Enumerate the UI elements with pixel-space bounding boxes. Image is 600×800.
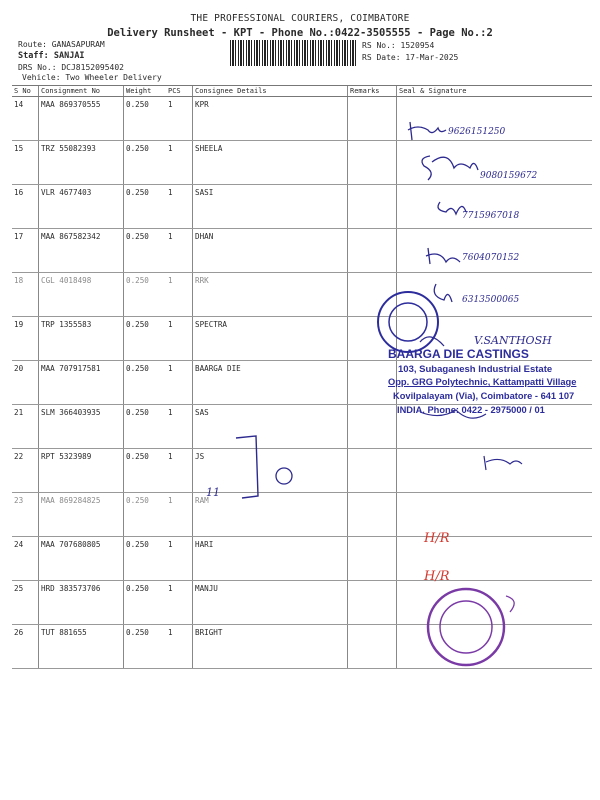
cell-pcs: 1 <box>166 185 193 229</box>
route-value: GANASAPURAM <box>51 40 105 49</box>
cell-consignment-no: SLM 366403935 <box>39 405 124 449</box>
baarga-stamp-line2: 103, Subaganesh Industrial Estate <box>398 364 553 375</box>
cell-weight: 0.250 <box>124 273 167 317</box>
cell-weight: 0.250 <box>124 625 167 669</box>
drs-value: DCJ8152095402 <box>61 63 124 72</box>
cell-remarks <box>348 449 397 493</box>
cell-pcs: 1 <box>166 537 193 581</box>
cell-consignee: JS <box>193 449 348 493</box>
cell-weight: 0.250 <box>124 229 167 273</box>
cell-seal-signature <box>397 537 593 581</box>
cell-consignment-no: MAA 869284825 <box>39 493 124 537</box>
table-row <box>12 185 592 229</box>
cell-seal-signature <box>397 97 593 141</box>
cell-pcs: 1 <box>166 405 193 449</box>
cell-consignment-no: TRP 1355583 <box>39 317 124 361</box>
vehicle-value: Two Wheeler Delivery <box>65 73 162 82</box>
cell-pcs: 1 <box>166 229 193 273</box>
cell-sno: 20 <box>12 361 39 405</box>
baarga-stamp-line4: Kovilpalayam (Via), Coimbatore - 641 107 <box>393 391 575 401</box>
cell-remarks <box>348 141 397 185</box>
rs-date-value: 17-Mar-2025 <box>405 53 459 62</box>
cell-consignee: DHAN <box>193 229 348 273</box>
cell-pcs: 1 <box>166 449 193 493</box>
header-seal: Seal & Signature <box>397 86 593 97</box>
cell-consignment-no: MAA 707680805 <box>39 537 124 581</box>
cell-sno: 26 <box>12 625 39 669</box>
cell-sno: 21 <box>12 405 39 449</box>
rs-no-field <box>362 41 434 50</box>
cell-remarks <box>348 581 397 625</box>
cell-consignee: HARI <box>193 537 348 581</box>
drs-label: DRS No.: <box>18 63 57 72</box>
handwriting-phone-15: 9080159672 <box>480 171 538 181</box>
table-row <box>12 97 592 141</box>
header-weight: Weight <box>124 86 167 97</box>
vehicle-field <box>22 73 162 82</box>
table-row <box>12 537 592 581</box>
company-title: THE PROFESSIONAL COURIERS, COIMBATORE <box>190 13 410 24</box>
cell-consignee: BAARGA DIE <box>193 361 348 405</box>
cell-consignment-no: VLR 4677403 <box>39 185 124 229</box>
cell-seal-signature <box>397 273 593 317</box>
staff-label: Staff: <box>18 51 49 61</box>
header-remarks: Remarks <box>348 86 397 97</box>
header-sno: S No <box>12 86 39 97</box>
staff-value: SANJAI <box>53 51 85 61</box>
table-row <box>12 141 592 185</box>
header-pcs: PCS <box>166 86 193 97</box>
cell-consignment-no: CGL 4018498 <box>39 273 124 317</box>
cell-consignee: SPECTRA <box>193 317 348 361</box>
cell-consignment-no: TUT 881655 <box>39 625 124 669</box>
handwriting-phone-16: 7715967018 <box>462 211 520 221</box>
cell-pcs: 1 <box>166 273 193 317</box>
cell-weight: 0.250 <box>124 317 167 361</box>
cell-weight: 0.250 <box>124 185 167 229</box>
cell-weight: 0.250 <box>124 361 167 405</box>
table-row <box>12 229 592 273</box>
cell-consignee: KPR <box>193 97 348 141</box>
cell-consignment-no: MAA 867582342 <box>39 229 124 273</box>
cell-consignee: RRK <box>193 273 348 317</box>
cell-remarks <box>348 273 397 317</box>
cell-consignee: SASI <box>193 185 348 229</box>
handwriting-name-20: V.SANTHOSH <box>474 334 552 347</box>
runsheet-title: Delivery Runsheet - KPT - Phone No.:0422-3505555 - Page No.:2 <box>107 27 493 39</box>
cell-sno: 24 <box>12 537 39 581</box>
cell-weight: 0.250 <box>124 405 167 449</box>
cell-pcs: 1 <box>166 317 193 361</box>
rs-no-value: 1520954 <box>400 41 435 50</box>
cell-seal-signature <box>397 449 593 493</box>
cell-pcs: 1 <box>166 625 193 669</box>
table-row <box>12 449 592 493</box>
cell-weight: 0.250 <box>124 537 167 581</box>
rs-no-label: RS No.: <box>362 41 396 50</box>
baarga-stamp-line3: Opp. GRG Polytechnic, Kattampatti Village <box>388 377 577 387</box>
cell-seal-signature <box>397 185 593 229</box>
cell-remarks <box>348 625 397 669</box>
cell-remarks <box>348 185 397 229</box>
cell-consignment-no: MAA 869370555 <box>39 97 124 141</box>
header-consignment: Consignment No <box>39 86 124 97</box>
cell-weight: 0.250 <box>124 141 167 185</box>
cell-weight: 0.250 <box>124 493 167 537</box>
handwriting-phone-19: 6313500065 <box>462 295 520 305</box>
header-consignee: Consignee Details <box>193 86 348 97</box>
cell-pcs: 1 <box>166 581 193 625</box>
cell-seal-signature <box>397 581 593 625</box>
cell-weight: 0.250 <box>124 581 167 625</box>
route-field <box>18 40 105 49</box>
red-note-24: H/R <box>424 531 450 546</box>
cell-sno: 16 <box>12 185 39 229</box>
cell-consignment-no: TRZ 55082393 <box>39 141 124 185</box>
handwriting-note-23: 11 <box>206 486 220 499</box>
vehicle-label: Vehicle: <box>22 73 61 82</box>
table-row <box>12 581 592 625</box>
table-header-row <box>12 86 592 97</box>
baarga-stamp-line5: INDIA. Phone: 0422 - 2975000 / 01 <box>397 405 545 415</box>
cell-pcs: 1 <box>166 97 193 141</box>
rs-date-field <box>362 53 458 62</box>
cell-consignee: SAS <box>193 405 348 449</box>
baarga-stamp-name: BAARGA DIE CASTINGS <box>388 347 529 361</box>
cell-consignee: SHEELA <box>193 141 348 185</box>
cell-remarks <box>348 537 397 581</box>
cell-pcs: 1 <box>166 493 193 537</box>
cell-remarks <box>348 493 397 537</box>
staff-field <box>18 51 85 61</box>
cell-remarks <box>348 229 397 273</box>
table-row <box>12 625 592 669</box>
cell-consignee: MANJU <box>193 581 348 625</box>
cell-seal-signature <box>397 141 593 185</box>
cell-consignment-no: HRD 383573706 <box>39 581 124 625</box>
cell-consignment-no: MAA 707917581 <box>39 361 124 405</box>
cell-sno: 18 <box>12 273 39 317</box>
cell-seal-signature <box>397 229 593 273</box>
cell-weight: 0.250 <box>124 97 167 141</box>
red-note-25: H/R <box>424 569 450 584</box>
cell-sno: 23 <box>12 493 39 537</box>
cell-pcs: 1 <box>166 141 193 185</box>
cell-remarks <box>348 405 397 449</box>
table-row <box>12 493 592 537</box>
table-row <box>12 273 592 317</box>
cell-seal-signature <box>397 625 593 669</box>
cell-sno: 14 <box>12 97 39 141</box>
cell-sno: 25 <box>12 581 39 625</box>
handwriting-phone-14: 9626151250 <box>448 127 506 137</box>
cell-weight: 0.250 <box>124 449 167 493</box>
drs-field <box>18 63 124 72</box>
cell-remarks <box>348 97 397 141</box>
cell-consignee: RAM <box>193 493 348 537</box>
handwriting-phone-18: 7604070152 <box>462 253 520 263</box>
cell-sno: 17 <box>12 229 39 273</box>
route-label: Route: <box>18 40 47 49</box>
cell-seal-signature <box>397 493 593 537</box>
cell-pcs: 1 <box>166 361 193 405</box>
cell-consignment-no: RPT 5323989 <box>39 449 124 493</box>
rs-date-label: RS Date: <box>362 53 401 62</box>
cell-consignee: BRIGHT <box>193 625 348 669</box>
cell-sno: 19 <box>12 317 39 361</box>
cell-sno: 22 <box>12 449 39 493</box>
barcode <box>230 40 358 66</box>
cell-sno: 15 <box>12 141 39 185</box>
